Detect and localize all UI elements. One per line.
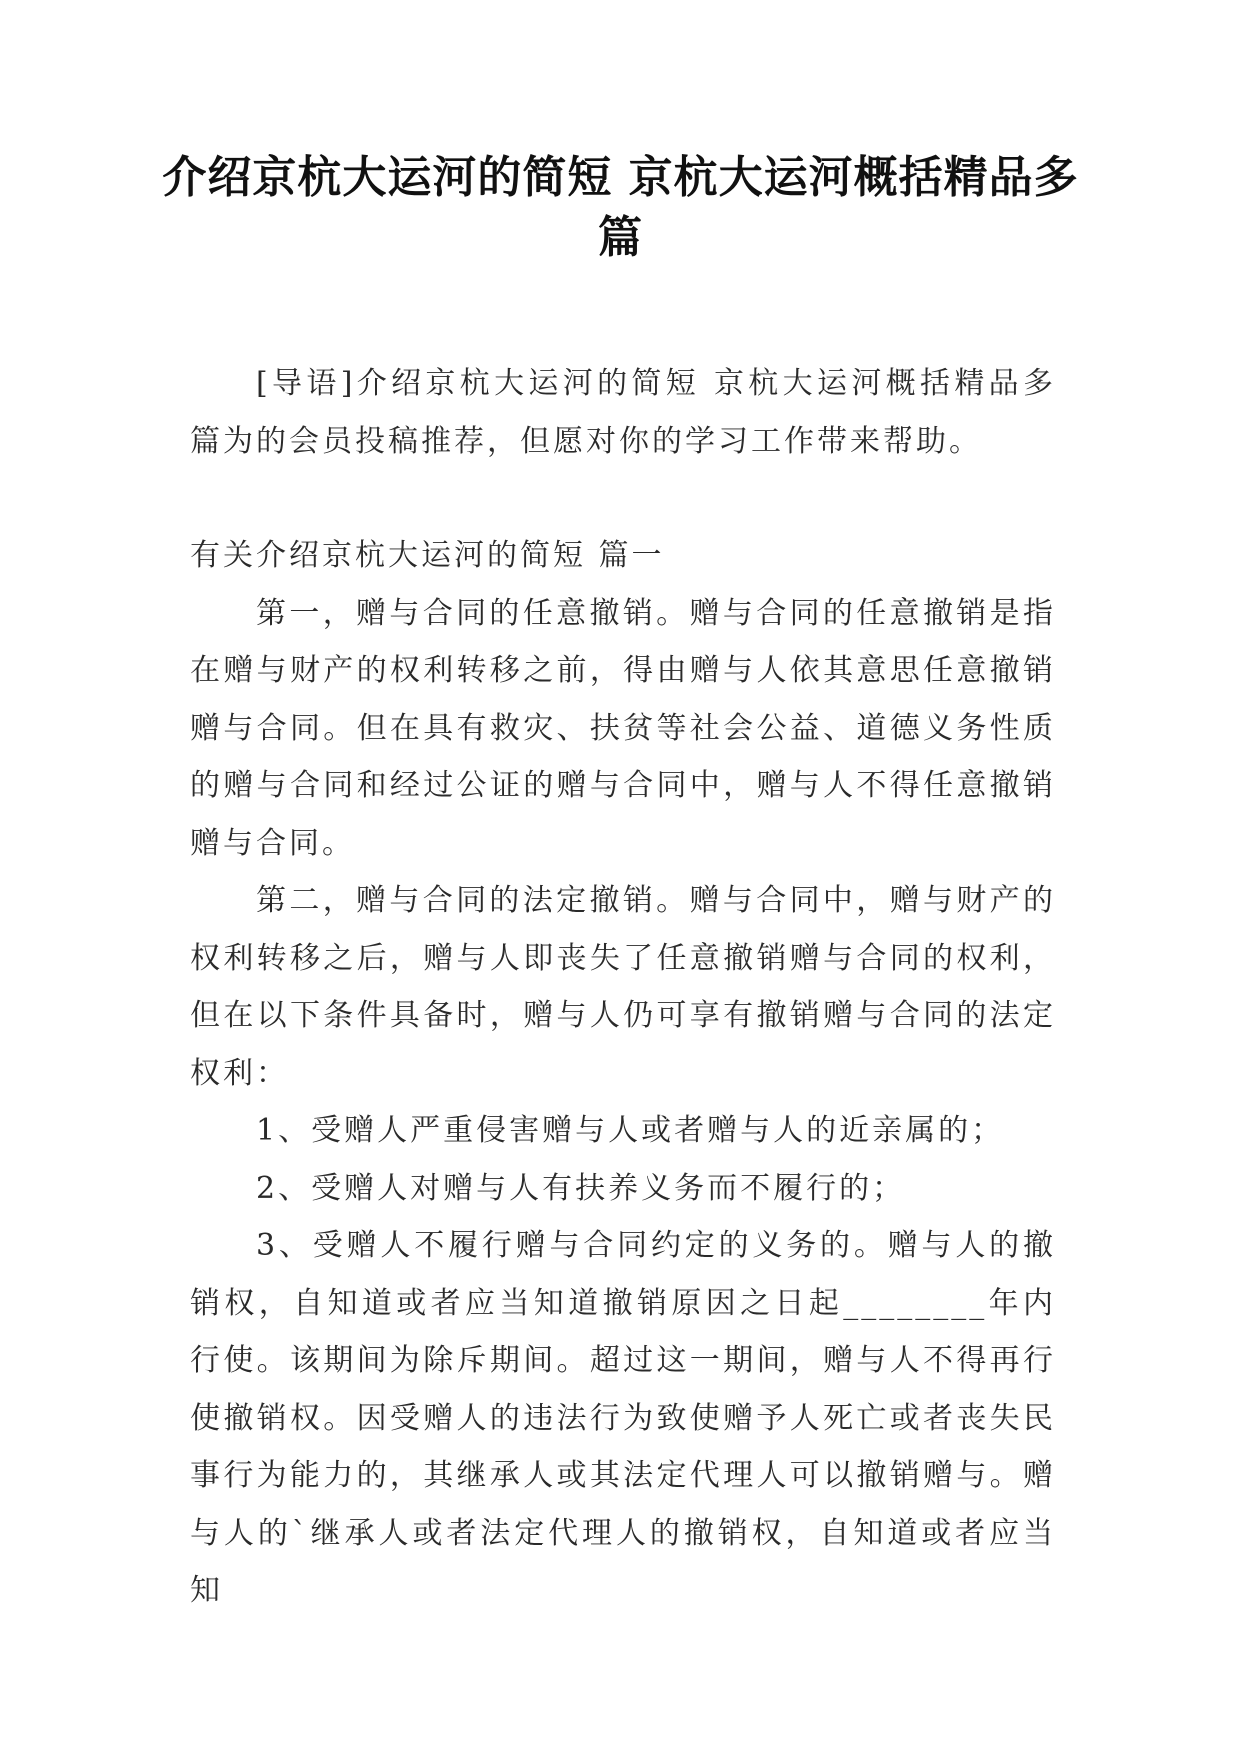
list-item-1: 1、受赠人严重侵害赠与人或者赠与人的近亲属的； [256, 1113, 1005, 1148]
intro-paragraph: [导语]介绍京杭大运河的简短 京杭大运河概括精品多篇为的会员投稿推荐，但愿对你的学习工作带来帮助。 [190, 366, 1056, 459]
intro-block [190, 355, 1056, 470]
section-heading: 有关介绍京杭大运河的简短 篇一 [190, 538, 665, 573]
list-item-3: 3、受赠人不履行赠与合同约定的义务的。赠与人的撤销权，自知道或者应当知道撤销原因之日起________年内行使。该期间为除斥期间。超过这一期间，赠与人不得再行使撤销权。因受赠人的违法行为致使赠予人死亡或者丧失民事行为能力的，其继承人或其法定代理人可以撤销赠与。赠与人的`继承人或者法定代理人的撤销权，自知道或者应当知 [190, 1228, 1056, 1608]
list-item-2: 2、受赠人对赠与人有扶养义务而不履行的； [256, 1170, 906, 1206]
paragraph-2: 第二，赠与合同的法定撤销。赠与合同中，赠与财产的权利转移之后，赠与人即丧失了任意撤销赠与合同的权利，但在以下条件具备时，赠与人仍可享有撤销赠与合同的法定权利： [190, 883, 1056, 1091]
document-title: 介绍京杭大运河的简短 京杭大运河概括精品多篇 [162, 152, 1079, 263]
section-one [190, 527, 1056, 1620]
paragraph-1: 第一，赠与合同的任意撤销。赠与合同的任意撤销是指在赠与财产的权利转移之前，得由赠与人依其意思任意撤销赠与合同。但在具有救灾、扶贫等社会公益、道德义务性质的赠与合同和经过公证的赠与合同中，赠与人不得任意撤销赠与合同。 [190, 595, 1056, 861]
